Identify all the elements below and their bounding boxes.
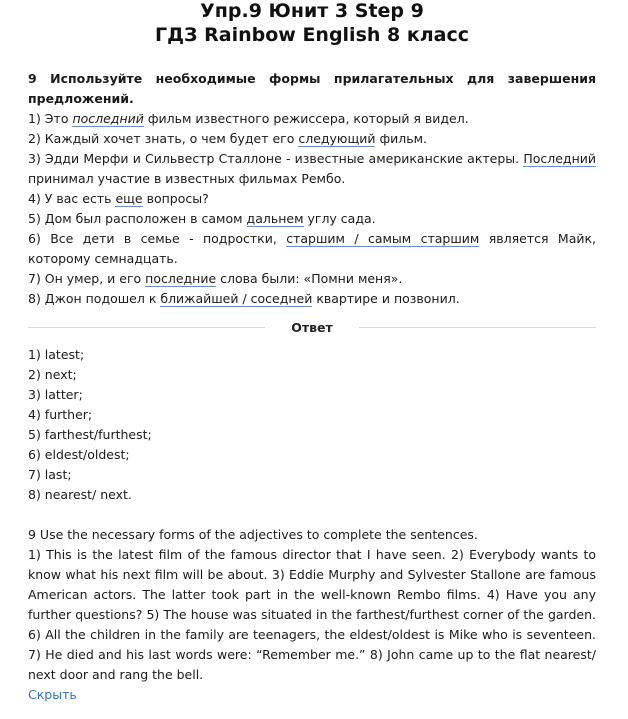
- answer-list: [28, 345, 596, 505]
- answer-label: Ответ: [291, 319, 333, 335]
- sentence-4: [28, 189, 596, 209]
- translation-body: 1) This is the latest film of the famous director that I have seen. 2) Everybody wants to know what his next film will be about. 3) Eddie Murphy and Sylvester Stallone are famous American actors. The latter took part in the well-known Rembo films. 4) Have you any further questions? 5) The house was situated in the farthest/furthest corner of the garden. 6) All the children in the family are teenagers, the eldest/oldest is Mike who is seventeen. 7) He died and his last words were: “Remember me.” 8) John came up to the flat nearest/ next door and rang the bell.: [28, 547, 596, 682]
- sentence-text: углу сада.: [303, 211, 376, 226]
- sentence-8: [28, 289, 596, 309]
- sentence-text: слова были: «Помни меня».: [216, 271, 403, 286]
- sentence-7: [28, 269, 596, 289]
- sentence-text: 3) Эдди Мерфи и Сильвестр Сталлоне - известные американские актеры.: [28, 151, 524, 166]
- translation-heading: 9 Use the necessary forms of the adjectives to complete the sentences.: [28, 527, 478, 542]
- list-item: 3) latter;: [28, 387, 83, 402]
- sentence-text: 2) Каждый хочет знать, о чем будет его: [28, 131, 299, 146]
- task-block: [28, 69, 596, 309]
- sentence-text: фильм известного режиссера, который я видел.: [143, 111, 469, 126]
- answer-divider: [28, 315, 596, 339]
- list-item: 7) last;: [28, 467, 72, 482]
- highlighted-word: дальнем: [246, 211, 304, 226]
- highlighted-word: последний: [72, 111, 144, 126]
- sentence-text: 6) Все дети в семье - подростки,: [28, 231, 287, 246]
- sentence-text: 5) Дом был расположен в самом: [28, 211, 247, 226]
- sentence-6: [28, 229, 596, 269]
- highlighted-word: еще: [115, 191, 143, 206]
- sentence-text: принимал участие в известных фильмах Рембо.: [28, 171, 346, 186]
- sentence-text: 1) Это: [28, 111, 73, 126]
- translation-block: [28, 525, 596, 705]
- sentence-text: 7) Он умер, и его: [28, 271, 146, 286]
- list-item: 6) eldest/oldest;: [28, 447, 130, 462]
- sentence-2: [28, 129, 596, 149]
- sentence-text: 4) У вас есть: [28, 191, 116, 206]
- highlighted-word: следующий: [298, 131, 376, 146]
- highlighted-word: последние: [145, 271, 217, 286]
- list-item: 4) further;: [28, 407, 93, 422]
- sentence-text: является Майк, которому семнадцать.: [28, 231, 597, 266]
- sentence-3: [28, 149, 596, 189]
- highlighted-word: ближайшей / соседней: [160, 291, 313, 306]
- task-heading: 9 Используйте необходимые формы прилагательных для завершения предложений.: [28, 71, 596, 106]
- divider-line: [359, 327, 596, 328]
- divider-line: [28, 327, 265, 328]
- hide-link[interactable]: Скрыть: [28, 687, 77, 702]
- content: [28, 0, 596, 705]
- sentence-text: фильм.: [375, 131, 428, 146]
- highlighted-word: старшим / самым старшим: [286, 231, 480, 246]
- sentence-5: [28, 209, 596, 229]
- page-subtitle: ГДЗ Rainbow English 8 класс: [154, 24, 470, 46]
- sentence-text: 8) Джон подошел к: [28, 291, 161, 306]
- highlighted-word: Последний: [523, 151, 596, 166]
- list-item: 5) farthest/furthest;: [28, 427, 152, 442]
- sentence-1: [28, 109, 596, 129]
- list-item: 8) nearest/ next.: [28, 487, 132, 502]
- sentence-text: квартире и позвонил.: [312, 291, 460, 306]
- page-title: Упр.9 Юнит 3 Step 9: [200, 0, 424, 22]
- sentence-text: вопросы?: [142, 191, 209, 206]
- list-item: 1) latest;: [28, 347, 85, 362]
- list-item: 2) next;: [28, 367, 77, 382]
